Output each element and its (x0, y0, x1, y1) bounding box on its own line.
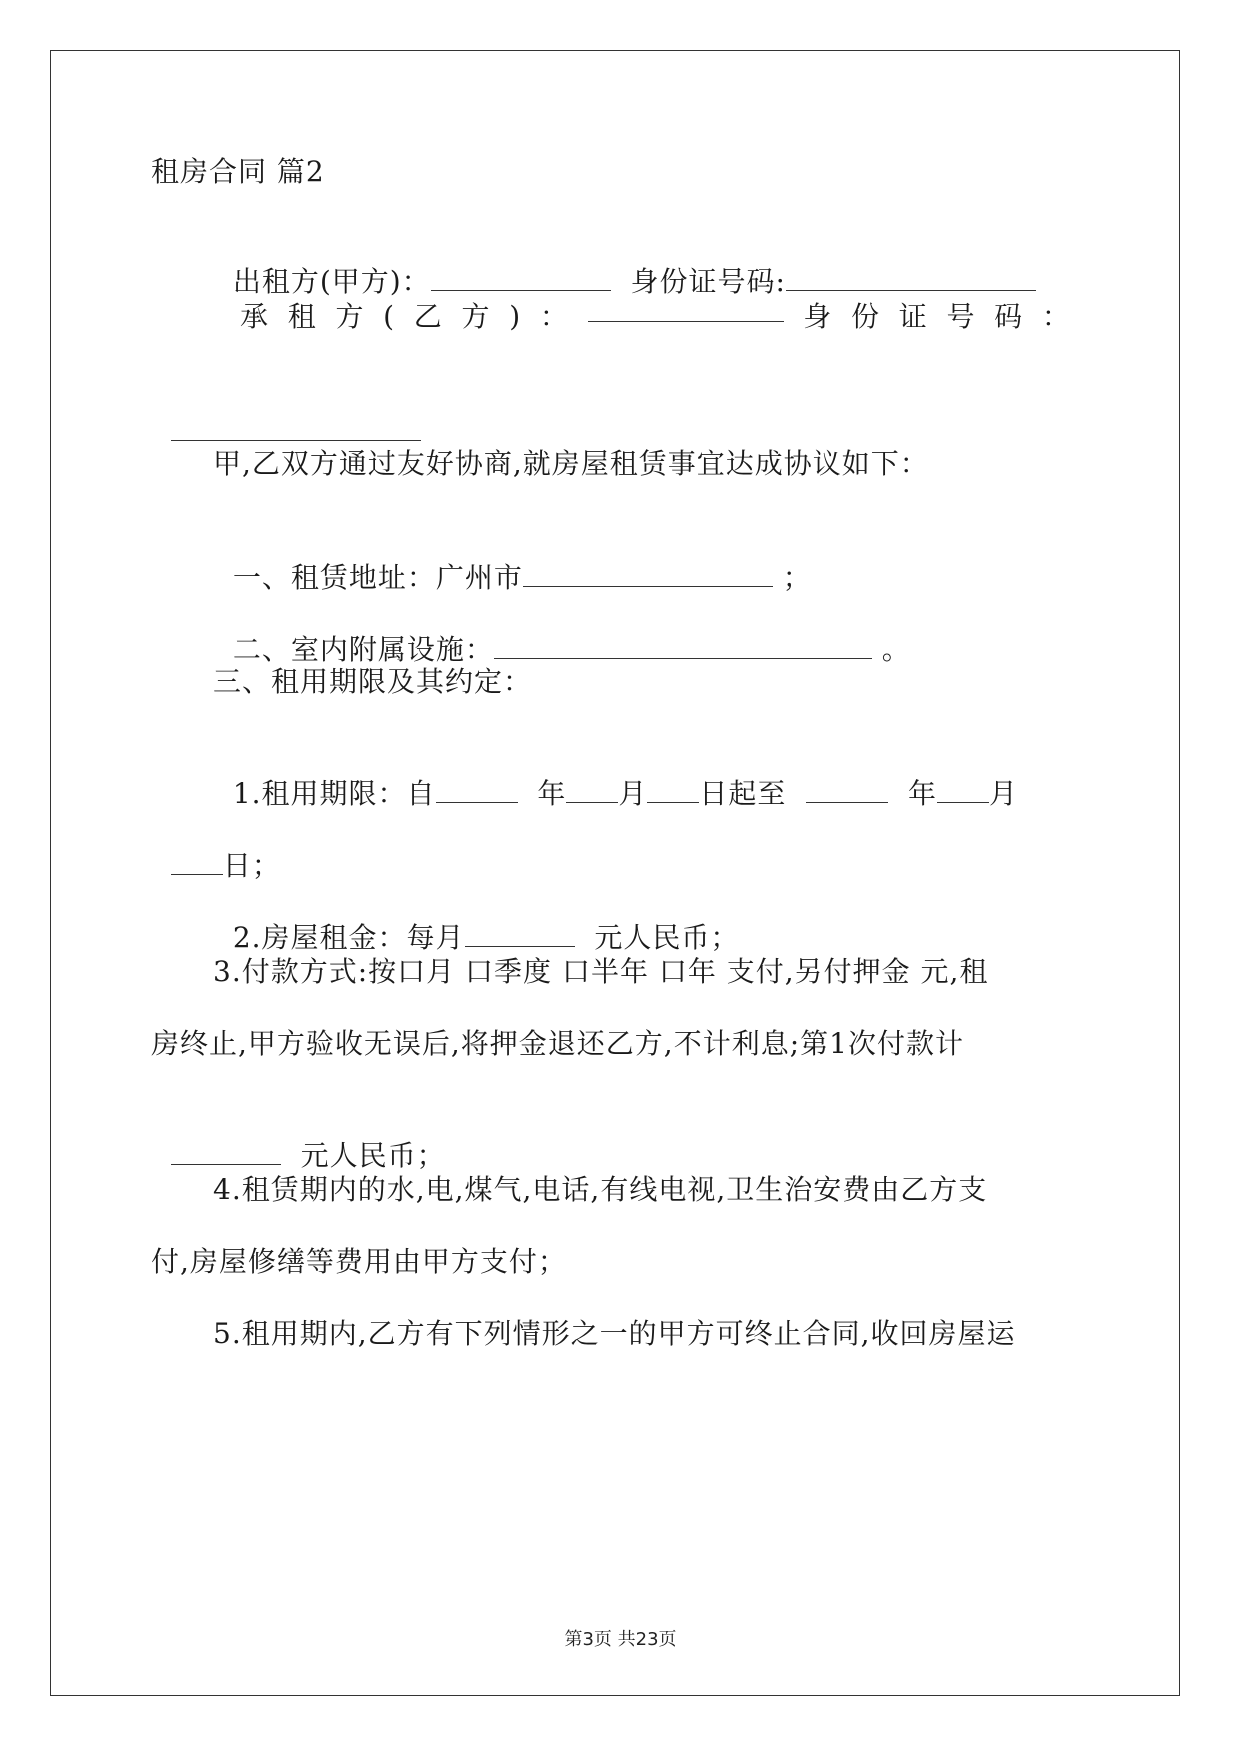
lessee-char: 乙 (413, 300, 442, 333)
payment-line-2: 房终止,甲方验收无误后,将押金退还乙方,不计利息;第1次付款计 (151, 1027, 964, 1060)
end-year-blank[interactable] (806, 778, 888, 803)
lessee-name-blank[interactable] (588, 297, 784, 322)
lessee-char: 承 (240, 300, 269, 333)
year-label: 年 (537, 777, 567, 810)
lessor-label: 出租方(甲方)： (232, 265, 431, 298)
lessee-char: 方 (335, 300, 364, 333)
item2-line (213, 590, 911, 670)
rent-suffix: 元人民币； (594, 921, 740, 954)
payment-line-1: 3.付款方式:按口月 口季度 口半年 口年 支付,另付押金 元,租 (213, 955, 989, 988)
lessee-id-line (151, 372, 421, 452)
utilities-line-1: 4.租赁期内的水,电,煤气,电话,有线电视,卫生治安费由乙方支 (213, 1173, 988, 1206)
term-line (213, 734, 1018, 814)
lessee-id-blank[interactable] (171, 416, 421, 441)
day-label: 日起至 (699, 777, 787, 810)
page-footer: 第3页 共23页 (564, 1629, 677, 1650)
item1-suffix: ； (782, 561, 812, 594)
lessor-id-label: 身份证号码: (630, 265, 786, 298)
rent-amount-blank[interactable] (465, 922, 575, 947)
lessor-name-blank[interactable] (431, 266, 611, 291)
lessee-char: 号 (946, 300, 975, 333)
lessee-char: ： (1041, 300, 1070, 333)
item2-suffix: 。 (881, 633, 911, 666)
item2-prefix: 二、室内附属设施： (232, 633, 494, 666)
lessee-char: ) (509, 300, 521, 333)
lessee-char: 租 (287, 300, 316, 333)
lessee-char: 证 (898, 300, 927, 333)
start-month-blank[interactable] (566, 778, 618, 803)
payment-line-3 (151, 1096, 446, 1176)
lessee-char: ： (539, 300, 568, 333)
item1-line (213, 518, 812, 598)
lessee-char: 码 (994, 300, 1023, 333)
utilities-line-2: 付,房屋修缮等费用由甲方支付； (151, 1245, 567, 1278)
lessor-id-blank[interactable] (786, 266, 1036, 291)
item3-line: 三、租用期限及其约定： (213, 665, 533, 698)
lessee-char: 方 (461, 300, 490, 333)
lessee-line (240, 297, 1070, 337)
term-line-end (151, 806, 281, 886)
lessee-char: ( (383, 300, 395, 333)
facilities-blank[interactable] (494, 634, 872, 659)
intro-line: 甲,乙双方通过友好协商,就房屋租赁事宜达成协议如下： (213, 447, 929, 480)
rent-label: 2.房屋租金：每月 (232, 921, 465, 954)
term5-line-1: 5.租用期内,乙方有下列情形之一的甲方可终止合同,收回房屋运 (213, 1317, 1016, 1350)
rent-line (213, 878, 739, 958)
address-blank[interactable] (523, 562, 773, 587)
lessee-char: 身 (803, 300, 832, 333)
end-month-blank[interactable] (937, 778, 989, 803)
start-day-blank[interactable] (647, 778, 699, 803)
year-label: 年 (908, 777, 938, 810)
month-label: 月 (618, 777, 648, 810)
item1-prefix: 一、租赁地址：广州市 (232, 561, 523, 594)
lessor-line (213, 222, 1036, 302)
end-day-blank[interactable] (171, 850, 223, 875)
month-label: 月 (989, 777, 1019, 810)
document-title: 租房合同 篇2 (151, 155, 325, 188)
start-year-blank[interactable] (436, 778, 518, 803)
lessee-char: 份 (851, 300, 880, 333)
term-start-label: 1.租用期限：自 (232, 777, 436, 810)
day-label: 日； (222, 849, 281, 882)
first-payment-blank[interactable] (171, 1140, 281, 1165)
payment-suffix: 元人民币； (300, 1139, 446, 1172)
